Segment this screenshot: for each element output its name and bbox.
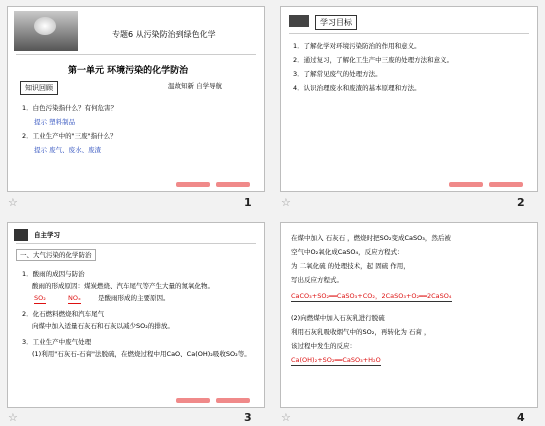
goal-item: 4．认识治理废水和废渣的基本原理和方法。: [293, 84, 421, 92]
page-number: 3: [244, 411, 252, 424]
answer: 提示 塑料制品: [34, 118, 76, 126]
slide-title: 第一单元 环境污染的化学防治: [68, 66, 189, 76]
slide-header: 专题6 从污染防治到绿色化学: [112, 30, 216, 39]
item-text: 酸雨的形成原因：煤炭燃烧、汽车尾气等产生大量的氮氧化物。: [32, 282, 214, 290]
blank-answer: SO₂: [34, 294, 46, 302]
page-number: 4: [517, 411, 525, 424]
star-icon: ☆: [8, 411, 18, 424]
nav-bar[interactable]: [176, 398, 210, 403]
text-line: 在煤中加入 石灰石 ，燃烧时把SO₂变成CaSO₃，然后被: [291, 234, 451, 242]
text-line: (2)向燃煤中加入石灰乳进行脱硫: [291, 314, 385, 322]
nav-bar[interactable]: [489, 182, 523, 187]
question: 2．工业生产中的"三废"指什么？: [22, 132, 117, 140]
page-number: 2: [517, 196, 525, 209]
item: 3．工业生产中废气处理: [22, 338, 92, 346]
item-text: 是酸雨形成的主要原因。: [98, 294, 170, 302]
item-text: 向煤中加入适量石灰石和石灰以减少SO₂的排放。: [32, 322, 174, 330]
tag-label: 知识回顾: [20, 81, 58, 95]
slide-3[interactable]: [7, 222, 265, 408]
divider: [16, 243, 256, 244]
header-photo: [14, 11, 78, 51]
slide-4[interactable]: [280, 222, 538, 408]
page-number: 1: [244, 196, 252, 209]
text-line: 写出反应方程式。: [291, 276, 343, 284]
nav-bar[interactable]: [176, 182, 210, 187]
slide-1[interactable]: [7, 6, 265, 192]
nav-bar[interactable]: [449, 182, 483, 187]
equation: CaCO₃+SO₂══CaSO₃+CO₂，2CaSO₃+O₂══2CaSO₄: [291, 292, 452, 300]
divider: [16, 54, 256, 55]
nav-bar[interactable]: [216, 398, 250, 403]
goal-item: 1．了解化学对环境污染防治的作用和意义。: [293, 42, 421, 50]
item: 2．化石燃料燃烧和汽车尾气: [22, 310, 105, 318]
divider: [289, 33, 529, 34]
tag-label: 学习目标: [315, 15, 357, 30]
text-line: 为 二氧化硫 的处理技术，起 固硫 作用，: [291, 262, 410, 270]
slide-2[interactable]: [280, 6, 538, 192]
text-line: 空气中O₂氧化成CaSO₄，反应方程式：: [291, 248, 404, 256]
blank-answer: NOₓ: [68, 294, 81, 302]
equation: Ca(OH)₂+SO₂══CaSO₃+H₂O: [291, 356, 381, 364]
text-line: 该过程中发生的反应：: [291, 342, 356, 350]
question: 1．白色污染指什么？有何危害？: [22, 104, 118, 112]
star-icon: ☆: [281, 411, 291, 424]
star-icon: ☆: [8, 196, 18, 209]
goal-item: 2．通过复习，了解化工生产中三废的处理方法和意义。: [293, 56, 454, 64]
item-text: (1)利用"石灰石-石膏"法脱硫，在燃烧过程中用CaO、Ca(OH)₂吸收SO₂等。: [32, 350, 251, 358]
menu-icon: [14, 229, 28, 241]
goal-item: 3．了解常见废气的处理方法。: [293, 70, 382, 78]
item: 1．酸雨的成因与防治: [22, 270, 85, 278]
section-heading: 一、大气污染的化学防治: [16, 249, 96, 261]
menu-icon: [289, 15, 309, 27]
slide-header: 自主学习: [34, 231, 60, 239]
nav-bar[interactable]: [216, 182, 250, 187]
answer: 提示 废气、废水、废渣: [34, 146, 102, 154]
text-line: 利用石灰乳吸收烟气中的SO₂，再转化为 石膏 ，: [291, 328, 431, 336]
tag-right: 温故知新 自学导航: [168, 82, 223, 90]
star-icon: ☆: [281, 196, 291, 209]
